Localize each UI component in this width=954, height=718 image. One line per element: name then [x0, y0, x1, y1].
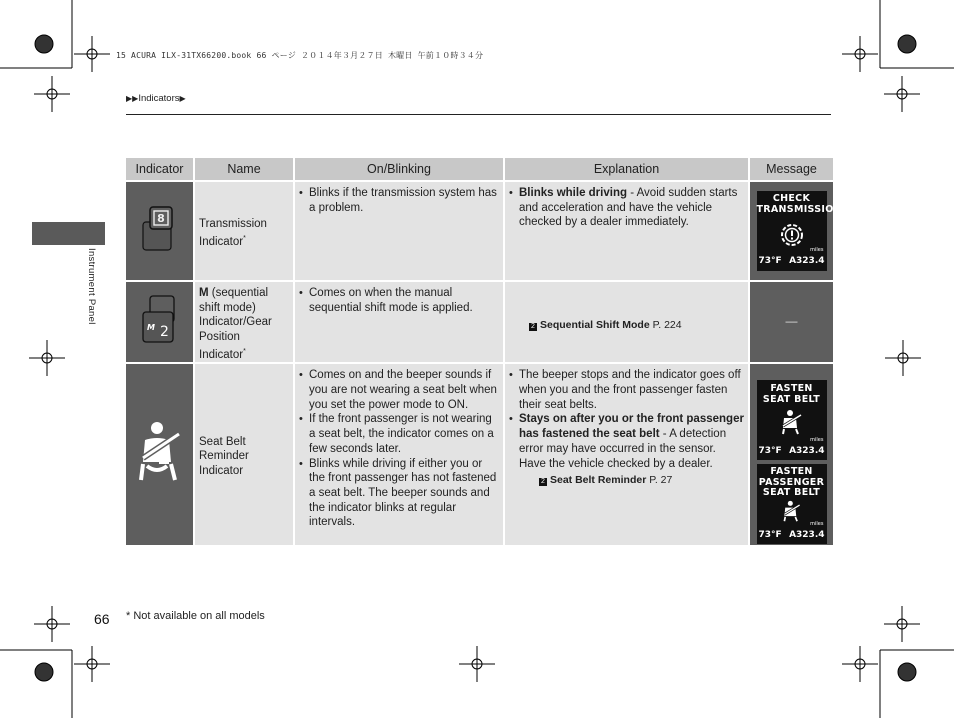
indicator-name: Seat Belt Reminder Indicator: [199, 435, 249, 478]
reference-arrow-icon: 2: [539, 478, 547, 486]
indicator-name-cell: [195, 282, 293, 362]
indicator-name: Transmission Indicator: [199, 217, 267, 248]
list-item: • Blinks if the transmission system has a problem.: [309, 186, 499, 215]
explanation-bold: Stays on after you or the front passenger has fastened the seat belt: [519, 413, 744, 441]
footnote: * Not available on all models: [126, 610, 265, 622]
list-item: • The beeper stops and the indicator goes off when you and the front passenger fasten their seat belts.: [519, 368, 744, 412]
message-display: [757, 464, 827, 544]
odometer: A323.4: [789, 256, 825, 267]
message-line: FASTEN: [770, 383, 813, 395]
header-explanation: Explanation: [505, 158, 748, 180]
table-row: [126, 364, 833, 545]
header-indicator: Indicator: [126, 158, 193, 180]
section-tab[interactable]: [32, 222, 105, 245]
list-item: • Blinks while driving if either you or the front passenger has not fastened a seat belt. The beeper sounds and the indicator blinks at regular intervals.: [309, 457, 499, 531]
odometer-unit: miles: [810, 436, 824, 443]
reference-title: Sequential Shift Mode: [540, 318, 650, 331]
message-line: PASSENGER: [758, 476, 825, 488]
message-display: [757, 380, 827, 460]
header-message: Message: [750, 158, 833, 180]
list-item: • If the front passenger is not wearing a seat belt, the indicator comes on a few seconds later.: [309, 412, 499, 456]
odometer: A323.4: [789, 445, 825, 456]
temperature: 73°F: [758, 445, 782, 456]
message-line: TRANSMISSION: [756, 203, 842, 215]
page-number: 66: [94, 611, 110, 627]
list-item: • Comes on and the beeper sounds if you are not wearing a seat belt when you set the power mode to ON.: [309, 368, 499, 412]
svg-text:8: 8: [156, 211, 165, 225]
indicator-cell: [126, 282, 193, 362]
cross-reference-link[interactable]: [509, 473, 744, 488]
on-blinking-cell: [295, 282, 503, 362]
odometer: A323.4: [789, 529, 825, 540]
on-blinking-cell: [295, 182, 503, 280]
footnote-star: *: [243, 234, 246, 242]
table-row: [126, 282, 833, 362]
message-display: [756, 191, 842, 271]
reference-arrow-icon: 2: [529, 323, 537, 331]
m-sequential-shift-icon: [140, 294, 180, 346]
message-cell: [750, 182, 842, 280]
transmission-indicator-icon: [140, 204, 180, 254]
on-blinking-cell: [295, 364, 503, 545]
message-cell: [750, 282, 833, 362]
odometer-unit: miles: [810, 247, 824, 254]
indicator-name: (sequential shift mode) Indicator/Gear Position Indicator: [199, 287, 272, 361]
indicator-cell: [126, 364, 193, 545]
message-line: SEAT BELT: [762, 487, 821, 499]
breadcrumb-label[interactable]: Indicators: [138, 93, 180, 104]
list-item: [519, 412, 744, 471]
section-label: Instrument Panel: [86, 248, 97, 325]
footnote-star: *: [243, 347, 246, 355]
explanation-cell: [505, 182, 748, 280]
explanation-text: - Avoid sudden starts and acceleration and have the vehicle checked by a dealer immediately.: [519, 187, 738, 229]
indicator-name-bold: M: [199, 287, 209, 299]
breadcrumb-arrows: ▶▶: [126, 94, 139, 103]
print-header: 15 ACURA ILX-31TX66200.book 66 ページ ２０１４年３月２７日 木曜日 午前１０時３４分: [116, 51, 484, 60]
list-item: [519, 186, 744, 230]
warning-gear-icon: [778, 221, 806, 249]
indicator-cell: [126, 182, 193, 280]
cross-reference-link[interactable]: [509, 318, 744, 333]
indicator-name-cell: [195, 182, 293, 280]
message-cell: [750, 364, 833, 545]
svg-text:M: M: [146, 322, 155, 332]
seat-belt-reminder-icon: [135, 420, 185, 484]
header-rule: [126, 114, 831, 115]
reference-page: P. 27: [646, 474, 673, 487]
breadcrumb-end-arrow: ▶: [179, 94, 186, 103]
message-line: FASTEN: [770, 466, 813, 478]
reference-title: Seat Belt Reminder: [550, 474, 647, 487]
breadcrumb[interactable]: [126, 93, 186, 104]
header-on-blinking: On/Blinking: [295, 158, 503, 180]
svg-text:2: 2: [159, 323, 169, 340]
explanation-bold: Blinks while driving: [519, 187, 627, 199]
odometer-unit: miles: [810, 520, 824, 527]
table-row: [126, 182, 833, 280]
list-item: • Comes on when the manual sequential shift mode is applied.: [309, 286, 499, 315]
reference-page: P. 224: [649, 318, 682, 331]
indicator-name-cell: [195, 364, 293, 545]
temperature: 73°F: [758, 529, 782, 540]
explanation-cell: [505, 364, 748, 545]
header-name: Name: [195, 158, 293, 180]
message-line: SEAT BELT: [762, 393, 821, 405]
message-line: CHECK: [772, 193, 811, 204]
no-message: —: [785, 314, 798, 329]
indicator-table: [124, 156, 842, 547]
explanation-cell: [505, 282, 748, 362]
seat-belt-icon: [781, 409, 803, 435]
temperature: 73°F: [758, 256, 782, 267]
explanation-text: - A detection error may have occurred in the sensor. Have the vehicle checked by a dealer.: [519, 428, 727, 470]
seat-belt-icon: [782, 500, 802, 522]
